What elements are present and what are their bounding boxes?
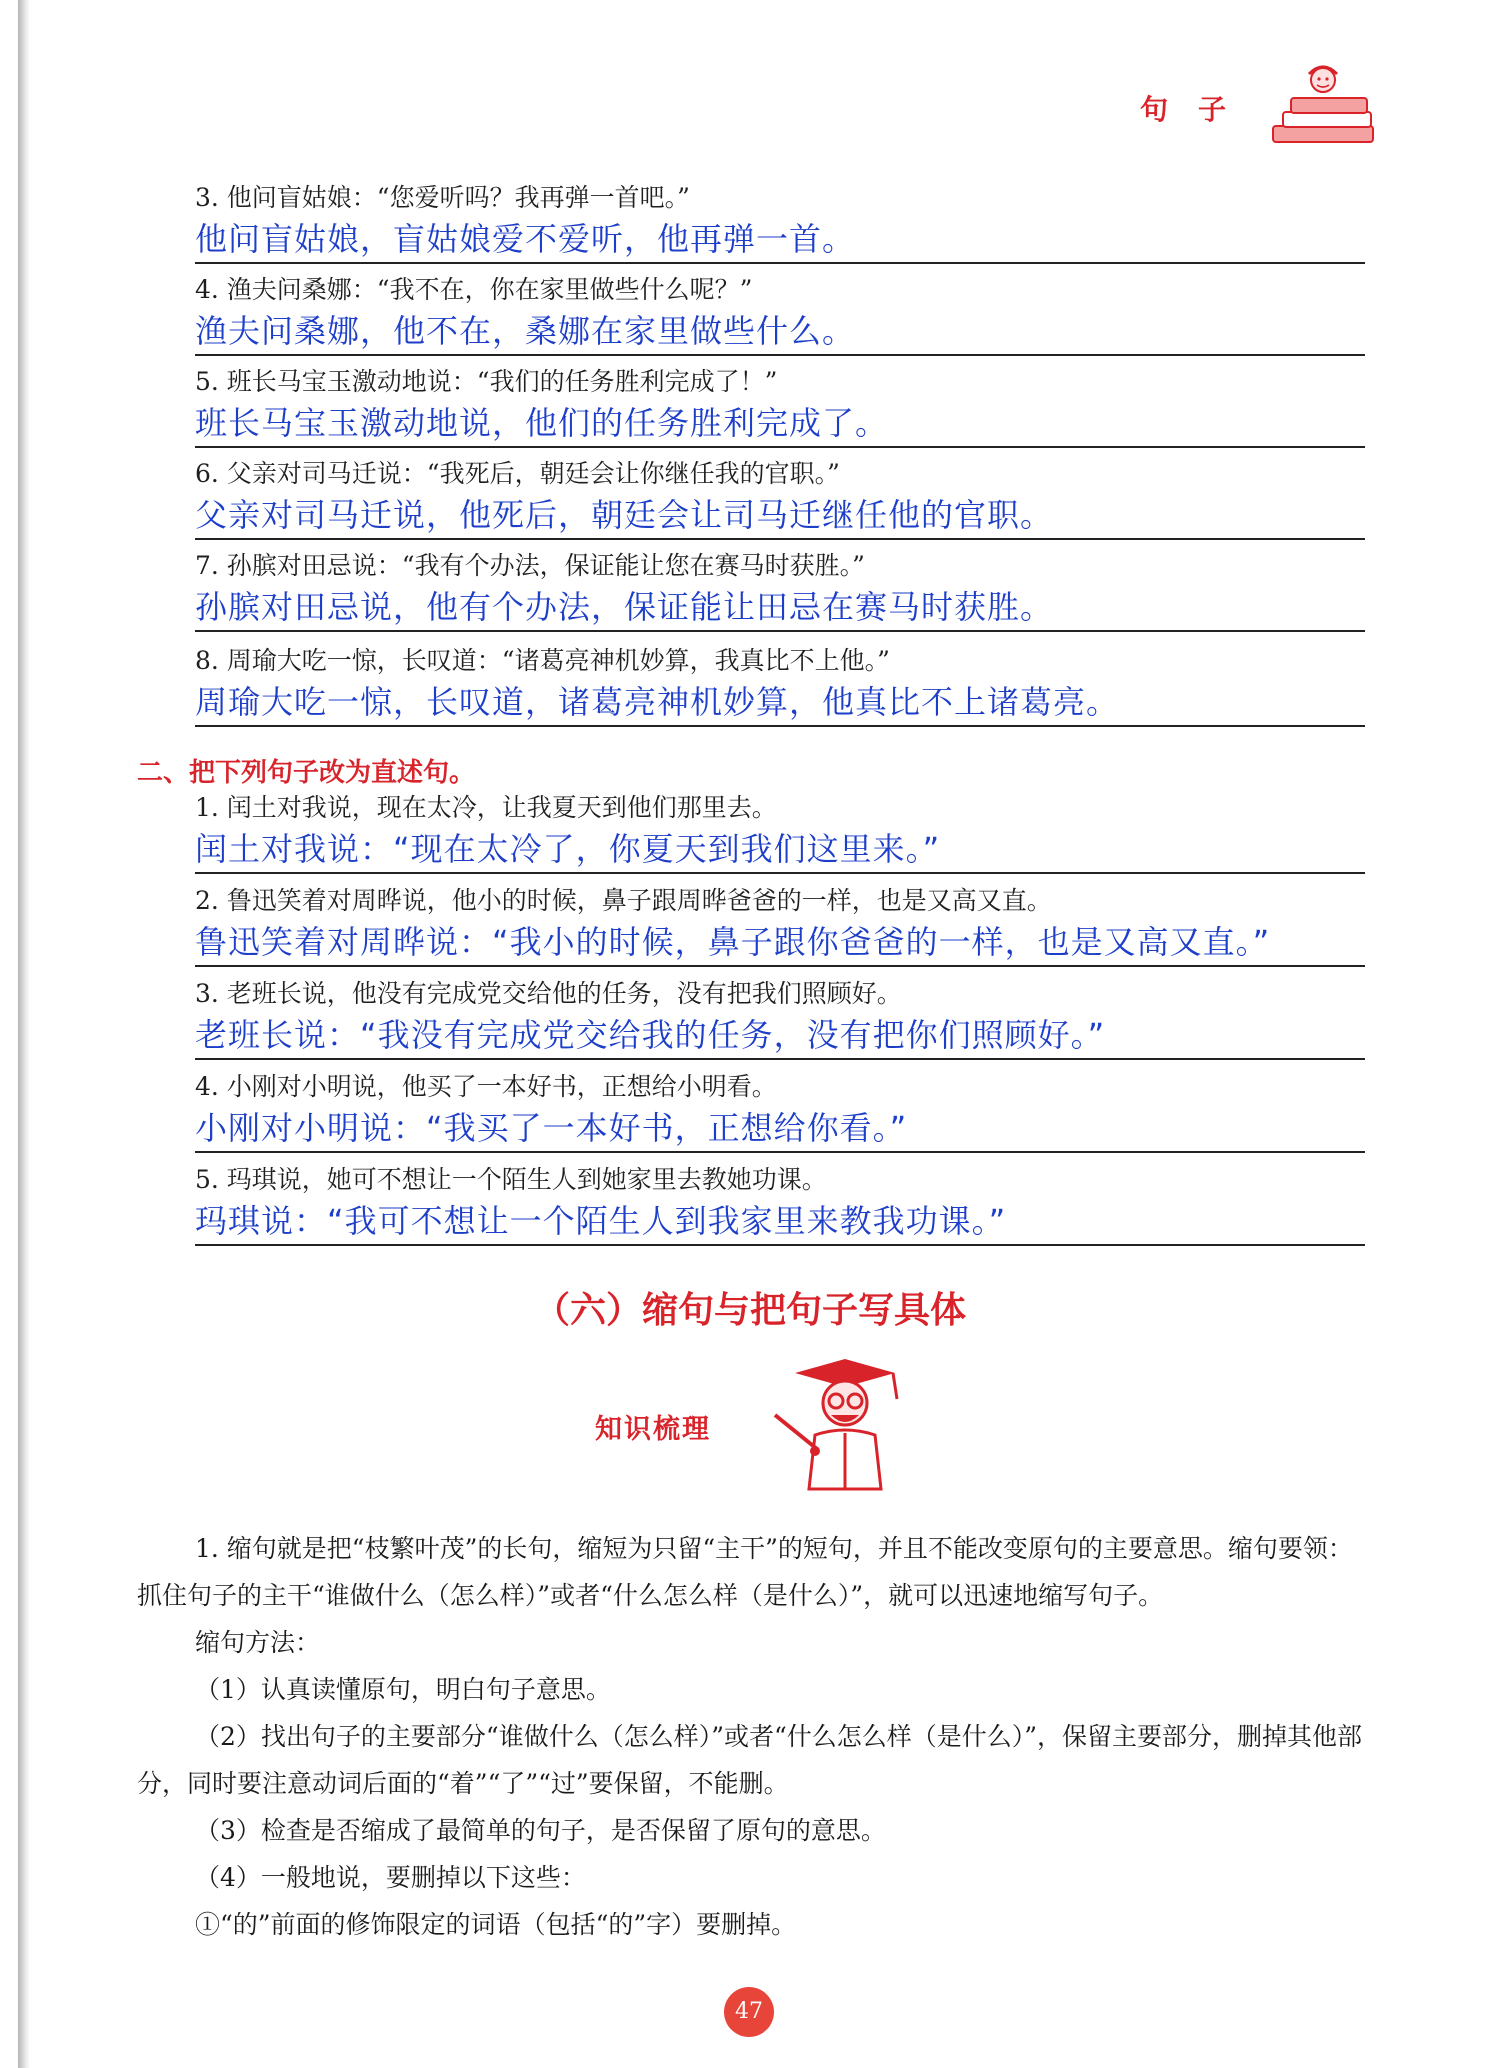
exercise-item — [195, 790, 1365, 874]
exercise-item — [195, 1162, 1365, 1246]
exercise-item — [195, 548, 1365, 632]
question-text: 7. 孙膑对田忌说：“我有个办法，保证能让您在赛马时获胜。” — [195, 551, 865, 580]
question-text: 5. 玛琪说，她可不想让一个陌生人到她家里去教她功课。 — [195, 1165, 827, 1194]
exercise-item — [195, 456, 1365, 540]
knowledge-banner — [595, 1355, 915, 1495]
answer-text: 玛琪说：“我可不想让一个陌生人到我家里来教我功课。” — [195, 1198, 1365, 1246]
teacher-pointer-icon — [765, 1355, 905, 1495]
header-title: 句子 — [1140, 93, 1257, 126]
answer-text: 父亲对司马迁说，他死后，朝廷会让司马迁继任他的官职。 — [195, 492, 1365, 540]
answer-text: 周瑜大吃一惊，长叹道，诸葛亮神机妙算，他真比不上诸葛亮。 — [195, 679, 1365, 727]
question-text: 1. 闰土对我说，现在太冷，让我夏天到他们那里去。 — [195, 793, 777, 822]
answer-text: 老班长说：“我没有完成党交给我的任务，没有把你们照顾好。” — [195, 1012, 1365, 1060]
question-text: 3. 他问盲姑娘：“您爱听吗？我再弹一首吧。” — [195, 183, 690, 212]
exercise-item — [195, 1069, 1365, 1153]
method-step: （4）一般地说，要删掉以下这些： — [195, 1863, 586, 1892]
answer-text: 小刚对小明说：“我买了一本好书，正想给你看。” — [195, 1105, 1365, 1153]
question-text: 4. 渔夫问桑娜：“我不在，你在家里做些什么呢？” — [195, 275, 753, 304]
question-text: 4. 小刚对小明说，他买了一本好书，正想给小明看。 — [195, 1072, 777, 1101]
page-edge-shadow — [18, 0, 30, 2068]
answer-text: 鲁迅笑着对周晔说：“我小的时候，鼻子跟你爸爸的一样，也是又高又直。” — [195, 919, 1365, 967]
question-text: 3. 老班长说，他没有完成党交给他的任务，没有把我们照顾好。 — [195, 979, 902, 1008]
method-step: （2）找出句子的主要部分“谁做什么（怎么样）”或者“什么怎么样（是什么）”，保留主要部分，删掉其他部分，同时要注意动词后面的“着”“了”“过”要保留，不能删。 — [137, 1722, 1363, 1798]
chapter-title: （六）缩句与把句子写具体 — [533, 1290, 966, 1331]
answer-text: 孙膑对田忌说，他有个办法，保证能让田忌在赛马时获胜。 — [195, 584, 1365, 632]
exercise-item — [195, 180, 1365, 264]
answer-text: 他问盲姑娘，盲姑娘爱不爱听，他再弹一首。 — [195, 216, 1365, 264]
exercise-item — [195, 643, 1365, 727]
exercise-item — [195, 883, 1365, 967]
question-text: 5. 班长马宝玉激动地说：“我们的任务胜利完成了！” — [195, 367, 778, 396]
exercise-item — [195, 364, 1365, 448]
books-stack-icon — [1265, 60, 1380, 150]
page-number: 47 — [724, 1987, 774, 2037]
method-step: （1）认真读懂原句，明白句子意思。 — [195, 1675, 611, 1704]
page-header — [1140, 60, 1380, 150]
answer-text: 闰土对我说：“现在太冷了，你夏天到我们这里来。” — [195, 826, 1365, 874]
method-step: ①“的”前面的修饰限定的词语（包括“的”字）要删掉。 — [195, 1910, 797, 1939]
section-heading: 二、把下列句子改为直述句。 — [137, 758, 476, 788]
definition-paragraph: 1. 缩句就是把“枝繁叶茂”的长句，缩短为只留“主干”的短句，并且不能改变原句的主要意思。缩句要领：抓住句子的主干“谁做什么（怎么样）”或者“什么怎么样（是什么）”，就可以迅速地缩写句子。 — [137, 1534, 1353, 1610]
answer-text: 渔夫问桑娜，他不在，桑娜在家里做些什么。 — [195, 308, 1365, 356]
knowledge-label: 知识梳理 — [595, 1414, 711, 1445]
question-text: 2. 鲁迅笑着对周晔说，他小的时候，鼻子跟周晔爸爸的一样，也是又高又直。 — [195, 886, 1052, 915]
knowledge-body — [137, 1525, 1377, 1948]
question-text: 8. 周瑜大吃一惊，长叹道：“诸葛亮神机妙算，我真比不上他。” — [195, 646, 890, 675]
method-step: （3）检查是否缩成了最简单的句子，是否保留了原句的意思。 — [195, 1816, 886, 1845]
question-text: 6. 父亲对司马迁说：“我死后，朝廷会让你继任我的官职。” — [195, 459, 840, 488]
method-title: 缩句方法： — [195, 1628, 321, 1657]
answer-text: 班长马宝玉激动地说，他们的任务胜利完成了。 — [195, 400, 1365, 448]
exercise-item — [195, 272, 1365, 356]
exercise-item — [195, 976, 1365, 1060]
